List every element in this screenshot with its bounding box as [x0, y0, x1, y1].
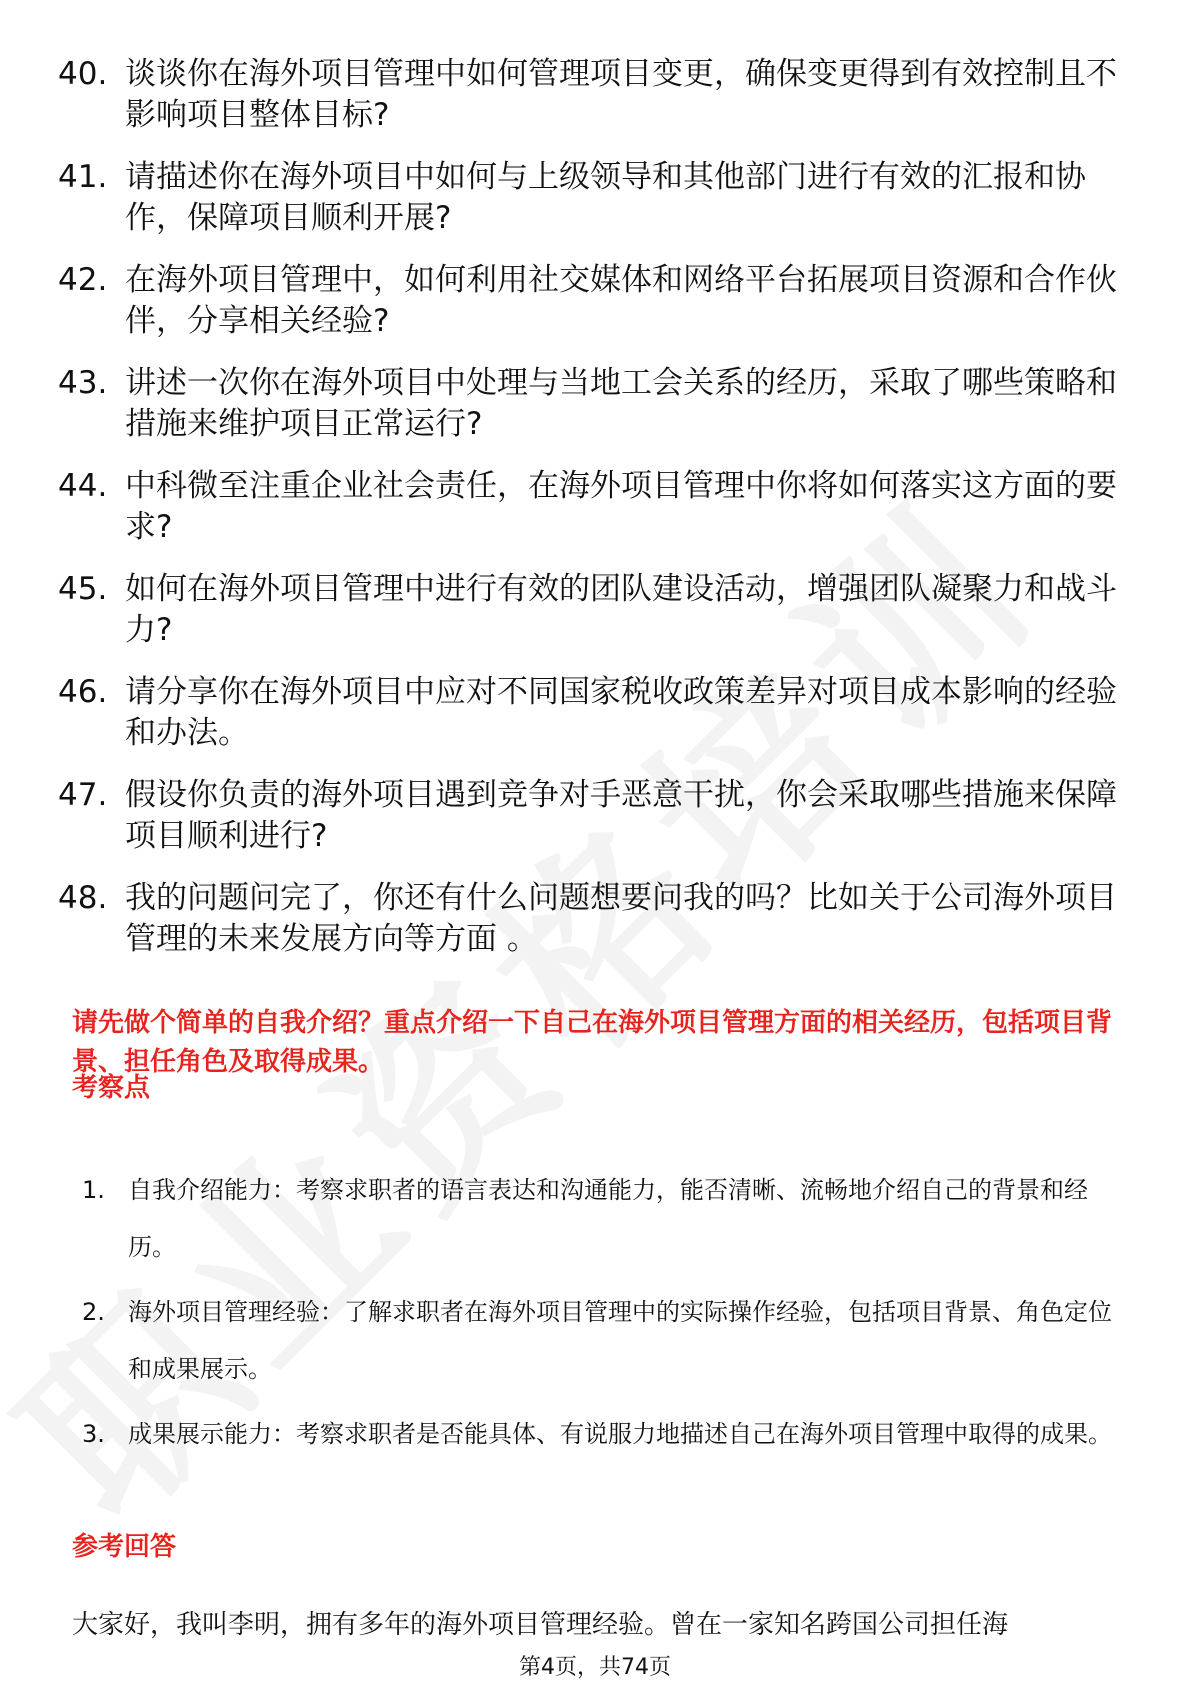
- question-number: 48.: [58, 880, 108, 916]
- point-item: [82, 1406, 1122, 1463]
- question-text: 假设你负责的海外项目遇到竞争对手恶意干扰，你会采取哪些措施来保障项目顺利进行?: [125, 777, 1117, 854]
- question-number: 47.: [58, 777, 108, 813]
- point-item: [82, 1162, 1122, 1276]
- point-number: 1.: [82, 1176, 105, 1204]
- question-headline: 请先做个简单的自我介绍？重点介绍一下自己在海外项目管理方面的相关经历，包括项目背景、担任角色及取得成果。: [72, 1008, 1113, 1077]
- question-item: [58, 672, 1118, 754]
- question-number: 43.: [58, 365, 108, 401]
- point-text: 海外项目管理经验：了解求职者在海外项目管理中的实际操作经验，包括项目背景、角色定位和成果展示。: [128, 1298, 1112, 1383]
- point-number: 2.: [82, 1298, 105, 1326]
- point-item: [82, 1284, 1122, 1398]
- question-item: [58, 54, 1118, 136]
- question-item: [58, 569, 1118, 651]
- question-item: [58, 466, 1118, 548]
- section-title-answer: 参考回答: [72, 1532, 177, 1562]
- question-number: 45.: [58, 571, 108, 607]
- question-text: 讲述一次你在海外项目中处理与当地工会关系的经历，采取了哪些策略和措施来维护项目正常运行?: [125, 365, 1117, 442]
- question-item: [58, 157, 1118, 239]
- question-item: [58, 878, 1118, 960]
- question-number: 40.: [58, 56, 108, 92]
- question-text: 中科微至注重企业社会责任，在海外项目管理中你将如何落实这方面的要求?: [125, 468, 1117, 545]
- question-number: 46.: [58, 674, 108, 710]
- question-number: 41.: [58, 159, 108, 195]
- question-number: 44.: [58, 468, 108, 504]
- point-text: 自我介绍能力：考察求职者的语言表达和沟通能力，能否清晰、流畅地介绍自己的背景和经历。: [128, 1176, 1088, 1261]
- page-number: 第4页，共74页: [0, 1654, 1190, 1682]
- question-text: 请描述你在海外项目中如何与上级领导和其他部门进行有效的汇报和协作，保障项目顺利开展?: [125, 159, 1086, 236]
- question-text: 谈谈你在海外项目管理中如何管理项目变更，确保变更得到有效控制且不影响项目整体目标?: [125, 56, 1117, 133]
- point-number: 3.: [82, 1420, 105, 1448]
- section-title-points: 考察点: [72, 1073, 151, 1103]
- question-item: [58, 260, 1118, 342]
- question-text: 在海外项目管理中，如何利用社交媒体和网络平台拓展项目资源和合作伙伴，分享相关经验?: [125, 262, 1117, 339]
- question-text: 我的问题问完了，你还有什么问题想要问我的吗？比如关于公司海外项目管理的未来发展方向等方面 。: [125, 880, 1117, 957]
- question-item: [58, 775, 1118, 857]
- question-text: 请分享你在海外项目中应对不同国家税收政策差异对项目成本影响的经验和办法。: [125, 674, 1117, 751]
- question-item: [58, 363, 1118, 445]
- question-list: [58, 54, 1118, 981]
- points-list: [82, 1162, 1122, 1471]
- answer-text: 大家好，我叫李明，拥有多年的海外项目管理经验。曾在一家知名跨国公司担任海: [72, 1610, 1009, 1640]
- question-text: 如何在海外项目管理中进行有效的团队建设活动，增强团队凝聚力和战斗力?: [125, 571, 1117, 648]
- question-number: 42.: [58, 262, 108, 298]
- point-text: 成果展示能力：考察求职者是否能具体、有说服力地描述自己在海外项目管理中取得的成果。: [128, 1420, 1112, 1448]
